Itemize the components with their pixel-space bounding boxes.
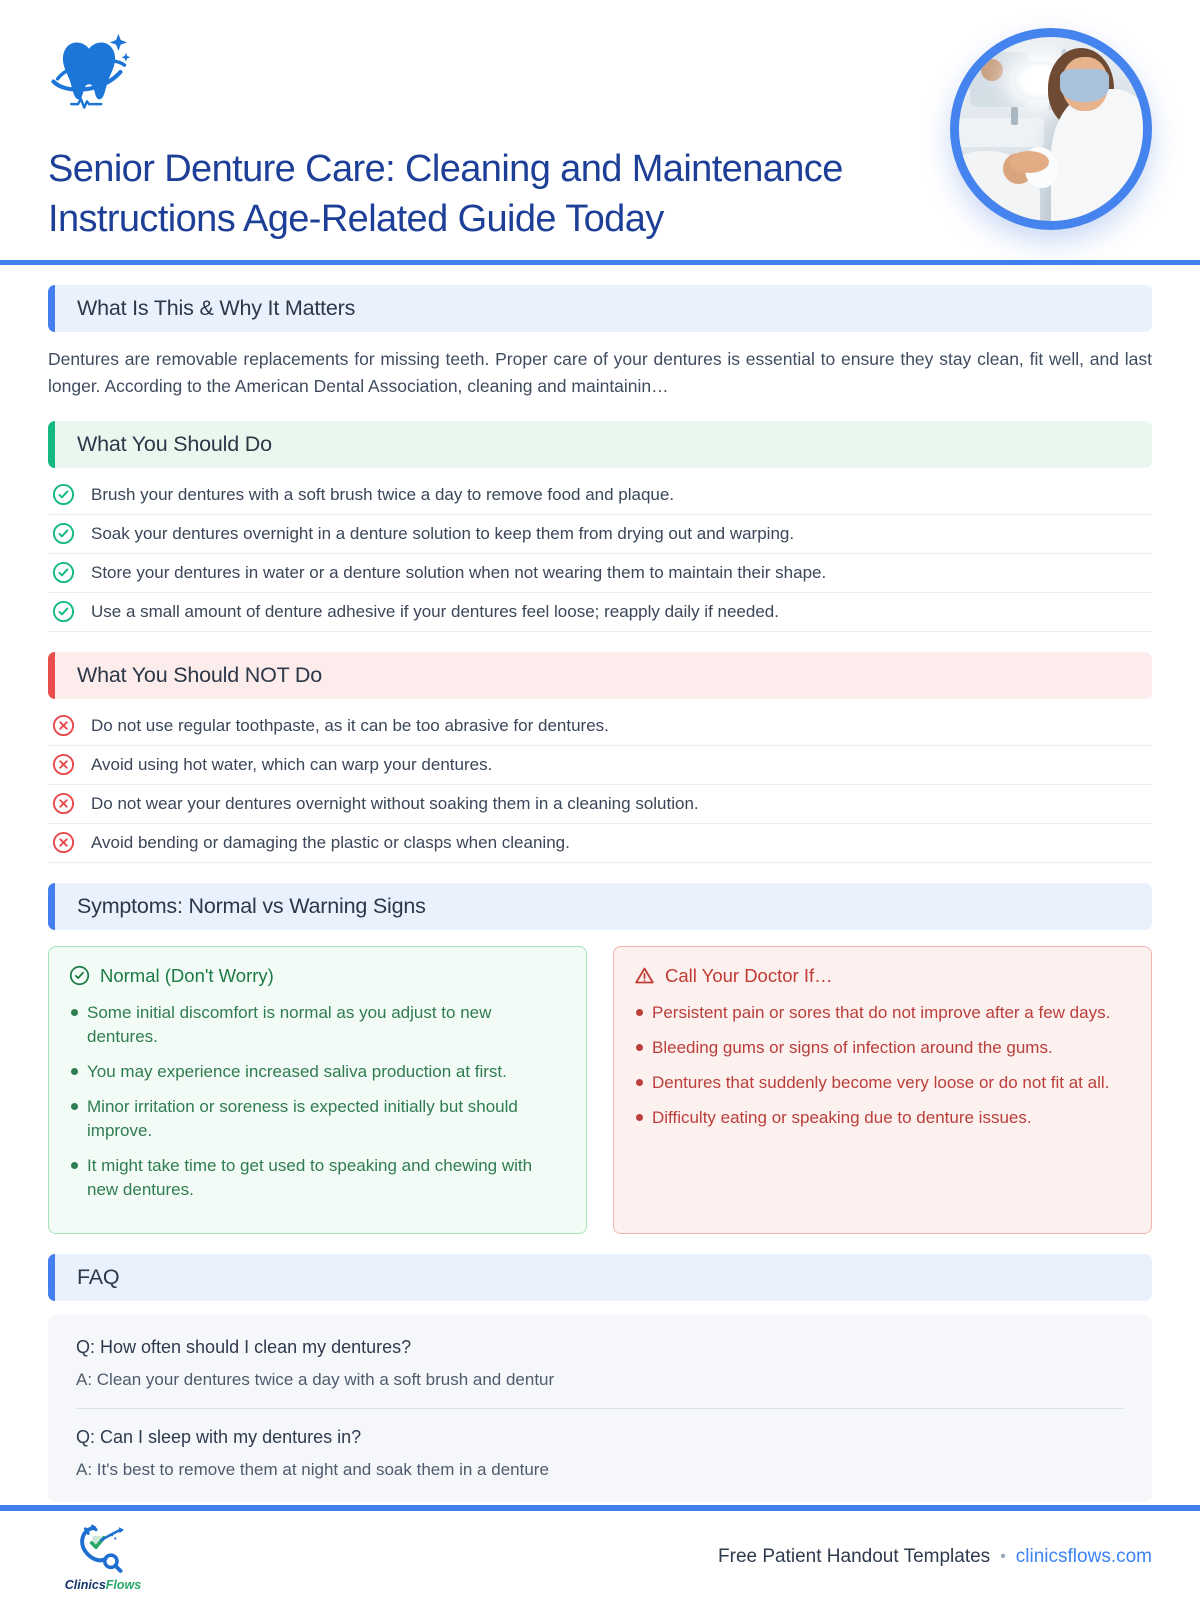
warning-triangle-icon [634,965,655,986]
brand-name [65,1578,141,1592]
dont-list-item [48,785,1152,824]
faq-answer: A: It's best to remove them at night and soak them in a denture [76,1460,549,1480]
dont-item-text: Avoid bending or damaging the plastic or clasps when cleaning. [91,832,570,852]
photo-clinician-body [1051,89,1152,229]
section-header-do: What You Should Do [48,421,1152,468]
top-divider [0,260,1200,265]
dont-list-item [48,746,1152,785]
do-list [48,476,1152,632]
clinicsflows-link[interactable]: clinicsflows.com [1015,1545,1152,1567]
faq-divider [76,1408,1124,1409]
do-item-text: Use a small amount of denture adhesive if your dentures feel loose; reapply daily if needed. [91,601,779,621]
section-header-dont: What You Should NOT Do [48,652,1152,699]
warning-box-title-text: Call Your Doctor If… [665,964,833,986]
normal-box-title [69,965,566,987]
content [0,285,1200,1502]
brand-flows-text: Flows [105,1578,142,1592]
header-photo [950,28,1152,230]
check-circle-icon [52,561,75,584]
normal-symptom-item: Some initial discomfort is normal as you adjust to new dentures. [69,1001,566,1049]
faq-answer: A: Clean your dentures twice a day with a soft brush and dentur [76,1370,555,1390]
header [0,0,1200,244]
normal-symptoms-box [48,946,587,1235]
dont-list-item [48,707,1152,746]
warning-symptoms-list [634,1001,1131,1131]
tooth-logo-icon [48,26,130,118]
photo-face-mask [1060,69,1109,102]
warning-symptom-item: Dentures that suddenly become very loose or do not fit at all. [634,1071,1131,1095]
warning-box-title [634,965,1131,987]
check-circle-icon [69,965,90,986]
photo-counter [959,118,1044,147]
clinicsflows-brand [48,1521,158,1592]
warning-symptoms-box [613,946,1152,1235]
clinicsflows-logo-icon [75,1521,131,1577]
section-header-faq: FAQ [48,1254,1152,1301]
footer [0,1505,1200,1600]
check-circle-icon [52,483,75,506]
photo-faucet [1011,107,1018,125]
warning-symptom-item: Persistent pain or sores that do not improve after a few days. [634,1001,1131,1025]
normal-symptoms-list [69,1001,566,1203]
footer-separator: • [1000,1547,1006,1565]
do-item-text: Brush your dentures with a soft brush twice a day to remove food and plaque. [91,484,675,504]
do-list-item [48,476,1152,515]
footer-tagline: Free Patient Handout Templates [718,1545,991,1567]
dont-item-text: Avoid using hot water, which can warp your dentures. [91,754,493,774]
about-paragraph: Dentures are removable replacements for missing teeth. Proper care of your dentures is essential to ensure they stay clean, fit well, and last longer. According to the American Dental Association, cleaning and maintainin… [48,349,1152,397]
x-circle-icon [52,753,75,776]
dont-item-text: Do not use regular toothpaste, as it can be too abrasive for dentures. [91,715,609,735]
x-circle-icon [52,831,75,854]
faq-question: Q: Can I sleep with my dentures in? [76,1427,362,1448]
do-list-item [48,554,1152,593]
check-circle-icon [52,522,75,545]
normal-symptom-item: Minor irritation or soreness is expected initially but should improve. [69,1095,566,1143]
do-list-item [48,515,1152,554]
section-header-about: What Is This & Why It Matters [48,285,1152,332]
normal-symptom-item: It might take time to get used to speaking and chewing with new dentures. [69,1154,566,1202]
section-header-symptoms: Symptoms: Normal vs Warning Signs [48,883,1152,930]
footer-text-row [718,1546,1152,1568]
faq-question: Q: How often should I clean my dentures? [76,1337,412,1358]
faq-box [48,1315,1152,1502]
warning-symptom-item: Difficulty eating or speaking due to denture issues. [634,1106,1131,1130]
header-left [48,26,878,244]
page-title: Senior Denture Care: Cleaning and Maintenance Instructions Age-Related Guide Today [48,148,843,241]
x-circle-icon [52,792,75,815]
x-circle-icon [52,714,75,737]
do-item-text: Store your dentures in water or a denture solution when not wearing them to maintain their shape. [91,562,827,582]
normal-symptom-item: You may experience increased saliva production at first. [69,1060,566,1084]
do-item-text: Soak your dentures overnight in a denture solution to keep them from drying out and warping. [91,523,795,543]
dont-list [48,707,1152,863]
dont-item-text: Do not wear your dentures overnight without soaking them in a cleaning solution. [91,793,699,813]
dont-list-item [48,824,1152,863]
symptom-boxes [48,946,1152,1235]
check-circle-icon [52,600,75,623]
normal-box-title-text: Normal (Don't Worry) [100,964,274,986]
do-list-item [48,593,1152,632]
warning-symptom-item: Bleeding gums or signs of infection around the gums. [634,1036,1131,1060]
brand-clinics-text: Clinics [64,1578,106,1592]
